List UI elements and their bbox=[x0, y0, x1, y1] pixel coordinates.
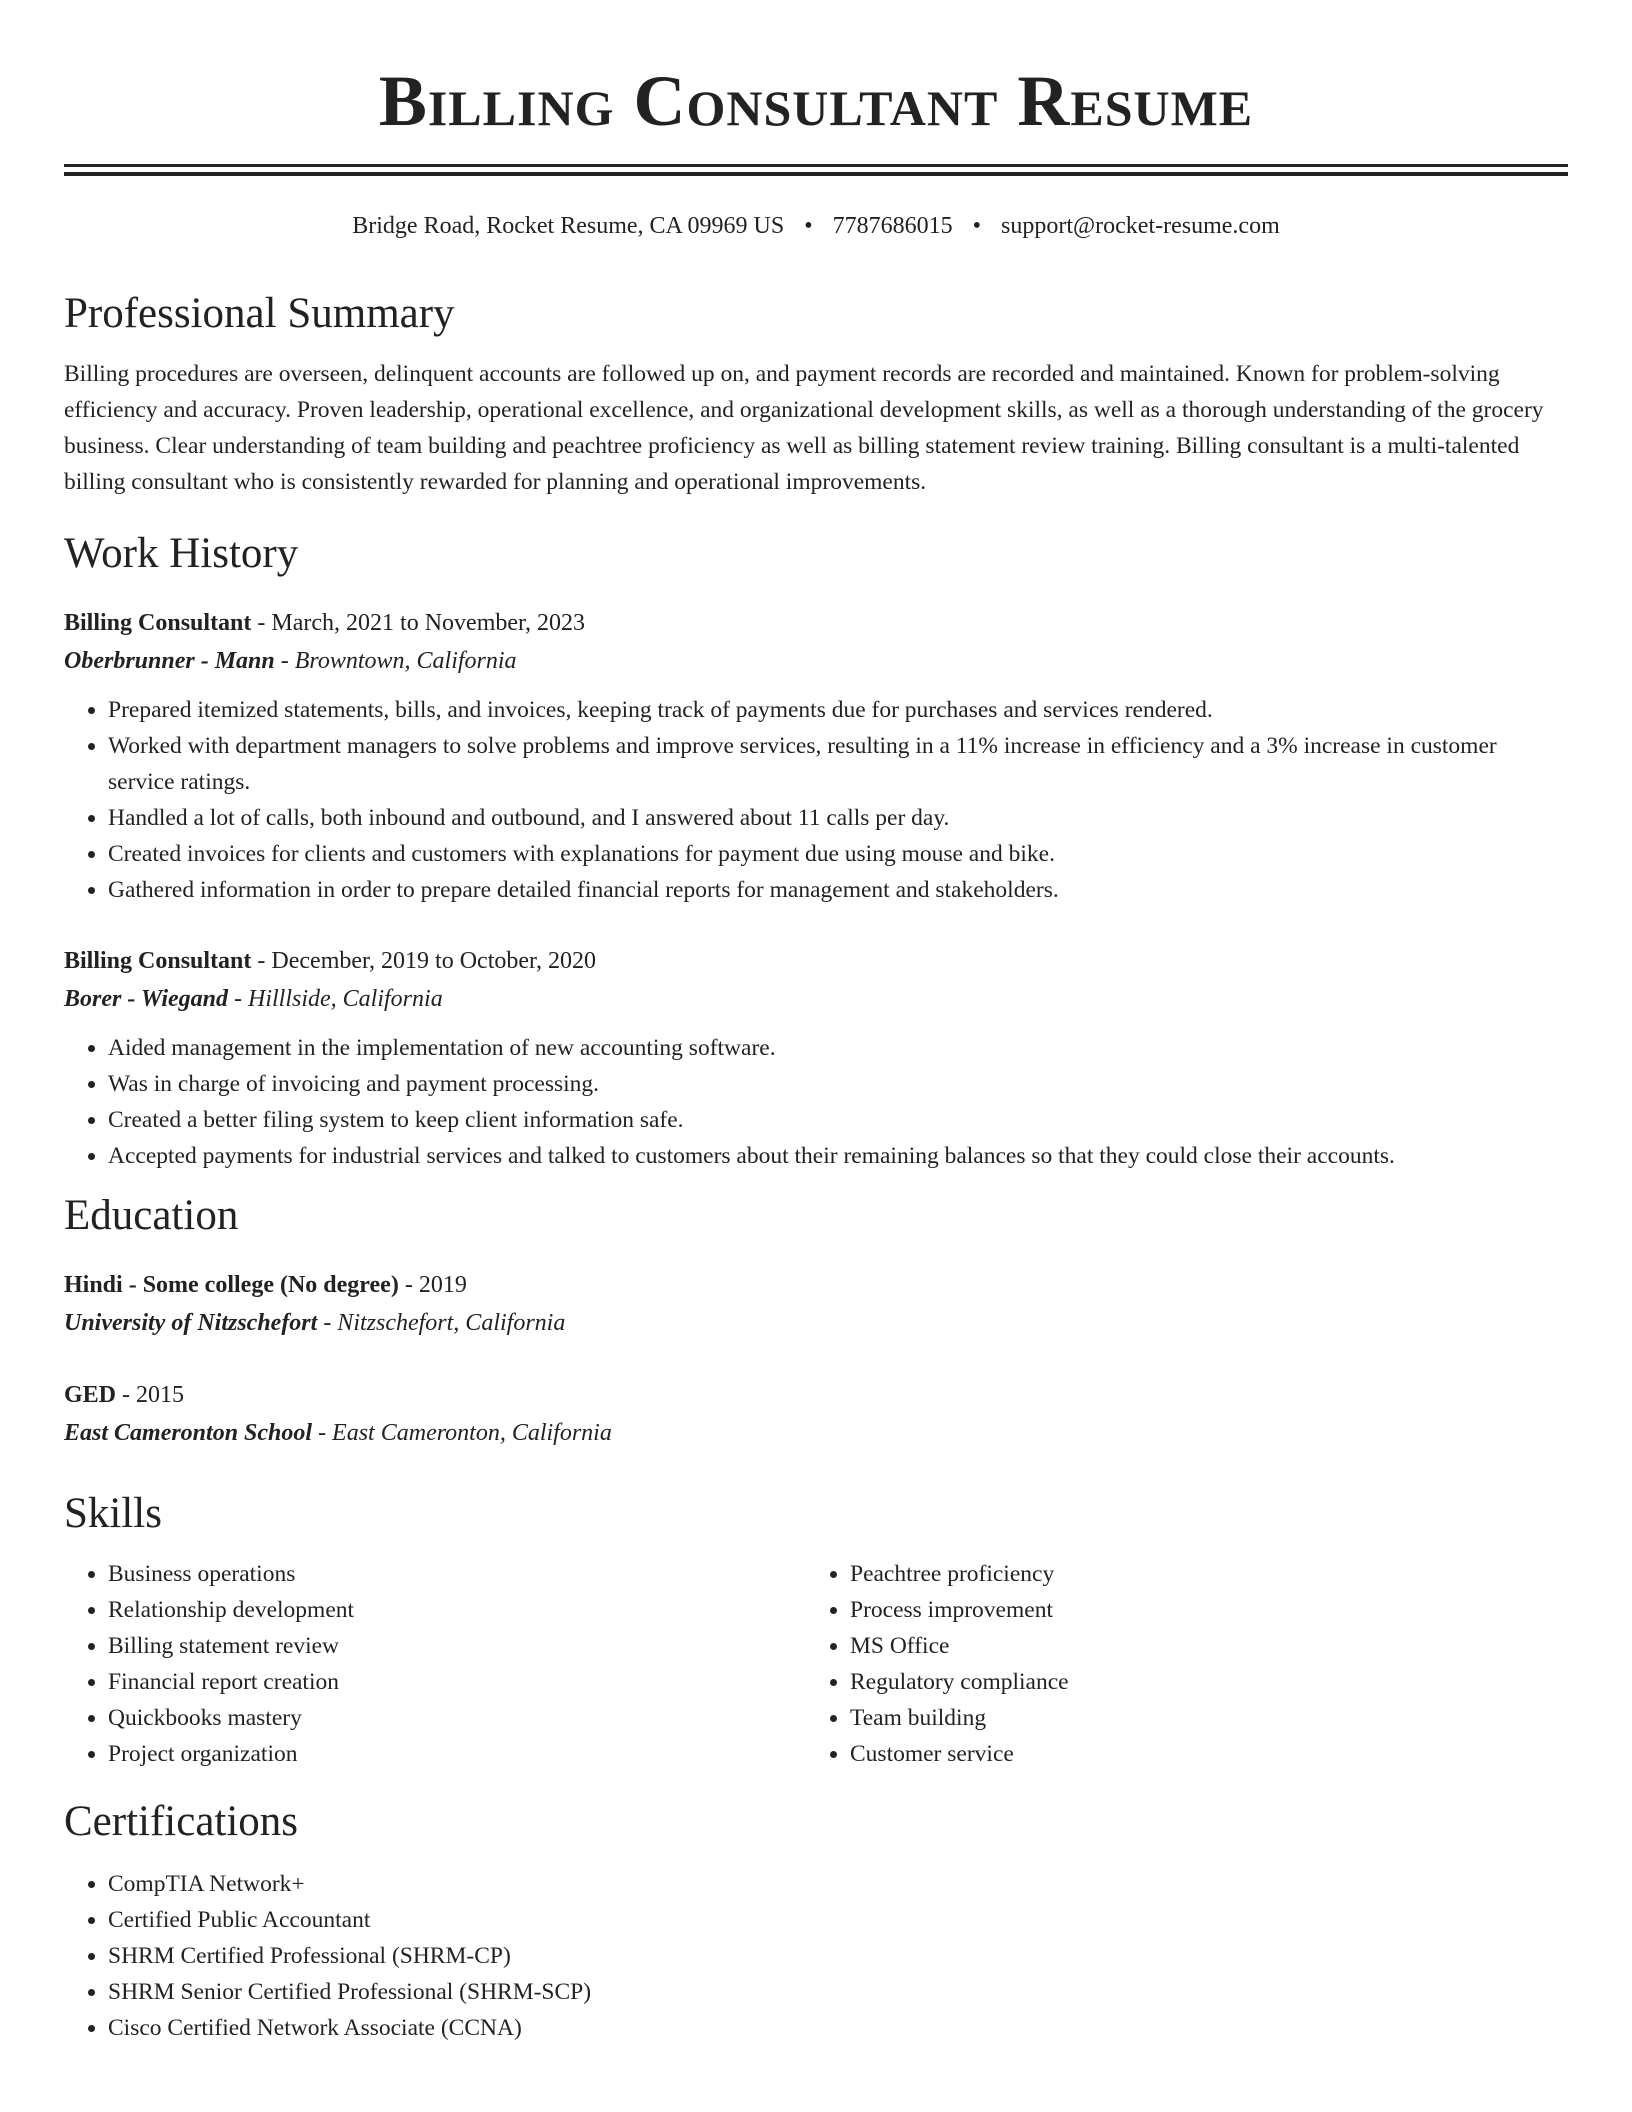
job-bullet: • Prepared itemized statements, bills, and invoices, keeping track of payments due for purchases and services rendered. bbox=[108, 692, 1568, 728]
contact-separator: • bbox=[972, 213, 982, 239]
skill-item: • Team building bbox=[850, 1700, 1548, 1736]
education-year: - 2015 bbox=[116, 1382, 185, 1408]
skill-item: • Relationship development bbox=[108, 1592, 806, 1628]
job-company: Borer - Wiegand bbox=[64, 986, 229, 1012]
education-school: University of Nitzschefort bbox=[64, 1310, 318, 1336]
certification-item: • Certified Public Accountant bbox=[108, 1902, 1568, 1938]
job-bullet: • Gathered information in order to prepare detailed financial reports for management and stakeholders. bbox=[108, 872, 1568, 908]
skills-heading: Skills bbox=[64, 1490, 162, 1537]
title-rule-top bbox=[64, 164, 1568, 167]
certification-item: • SHRM Senior Certified Professional (SHRM-SCP) bbox=[108, 1974, 1568, 2010]
job-bullet: • Created invoices for clients and customers with explanations for payment due using mouse and bike. bbox=[108, 836, 1568, 872]
skills-list-left bbox=[64, 1556, 806, 1772]
education-heading: Education bbox=[64, 1192, 239, 1239]
job-role: Billing Consultant bbox=[64, 948, 252, 974]
contact-email: support@rocket-resume.com bbox=[1001, 213, 1280, 239]
contact-line bbox=[64, 210, 1568, 242]
job-bullet: • Accepted payments for industrial services and talked to customers about their remaining balances so that they could close their accounts. bbox=[108, 1138, 1568, 1174]
skill-item: • Process improvement bbox=[850, 1592, 1548, 1628]
title-rule-bottom bbox=[64, 172, 1568, 176]
skills-grid bbox=[64, 1556, 1568, 1772]
skill-item: • Customer service bbox=[850, 1736, 1548, 1772]
skill-item: • Regulatory compliance bbox=[850, 1664, 1548, 1700]
job-location: - Hilllside, California bbox=[228, 986, 443, 1012]
job-bullet: • Handled a lot of calls, both inbound and outbound, and I answered about 11 calls per day. bbox=[108, 800, 1568, 836]
job-title-line bbox=[64, 604, 1568, 642]
education-school-line bbox=[64, 1414, 1568, 1452]
job-bullet: • Was in charge of invoicing and payment processing. bbox=[108, 1066, 1568, 1102]
job-role: Billing Consultant bbox=[64, 610, 252, 636]
contact-address: Bridge Road, Rocket Resume, CA 09969 US bbox=[352, 213, 785, 239]
education-degree: GED bbox=[64, 1382, 117, 1408]
job-bullet: • Created a better filing system to keep client information safe. bbox=[108, 1102, 1568, 1138]
summary-heading: Professional Summary bbox=[64, 290, 455, 337]
certification-item: • Cisco Certified Network Associate (CCNA) bbox=[108, 2010, 1568, 2046]
certification-item: • CompTIA Network+ bbox=[108, 1866, 1568, 1902]
contact-separator: • bbox=[804, 213, 813, 239]
education-location: - Nitzschefort, California bbox=[317, 1310, 566, 1336]
skill-item: • Financial report creation bbox=[108, 1664, 806, 1700]
education-school-line bbox=[64, 1304, 1568, 1342]
education-year: - 2019 bbox=[398, 1272, 467, 1298]
skills-column-right bbox=[806, 1556, 1548, 1772]
skill-item: • Billing statement review bbox=[108, 1628, 806, 1664]
job-dates: - March, 2021 to November, 2023 bbox=[251, 610, 586, 636]
certifications-heading: Certifications bbox=[64, 1798, 299, 1845]
education-degree-line bbox=[64, 1376, 1568, 1414]
skills-column-left bbox=[64, 1556, 806, 1772]
job-bullet: • Aided management in the implementation of new accounting software. bbox=[108, 1030, 1568, 1066]
education-school: East Cameronton School bbox=[64, 1420, 313, 1446]
job-bullets bbox=[64, 1030, 1568, 1174]
work-history-heading: Work History bbox=[64, 530, 299, 577]
job-location: - Browntown, California bbox=[274, 648, 517, 674]
job-entry bbox=[64, 942, 1568, 1174]
skills-list-right bbox=[806, 1556, 1548, 1772]
skill-item: • Project organization bbox=[108, 1736, 806, 1772]
summary-text: Billing procedures are overseen, delinquent accounts are followed up on, and payment records are recorded and maintained. Known for problem-solving efficiency and accuracy. Proven leadership, operational excellence, and organizational development skills, as well as a thorough understanding of the grocery business. Clear understanding of team building and peachtree proficiency as well as billing statement review training. Billing consultant is a multi-talented billing consultant who is consistently rewarded for planning and operational improvements. bbox=[64, 361, 1544, 495]
job-company: Oberbrunner - Mann bbox=[64, 648, 275, 674]
skill-item: • MS Office bbox=[850, 1628, 1548, 1664]
job-bullet: • Worked with department managers to solve problems and improve services, resulting in a 11% increase in efficiency and a 3% increase in customer service ratings. bbox=[108, 728, 1568, 800]
education-degree: Hindi - Some college (No degree) bbox=[64, 1272, 399, 1298]
skill-item: • Business operations bbox=[108, 1556, 806, 1592]
skill-item: • Peachtree proficiency bbox=[850, 1556, 1548, 1592]
education-entry bbox=[64, 1266, 1568, 1342]
job-dates: - December, 2019 to October, 2020 bbox=[251, 948, 597, 974]
certifications-list bbox=[64, 1866, 1568, 2046]
job-bullets bbox=[64, 692, 1568, 908]
job-company-line bbox=[64, 980, 1568, 1018]
education-location: - East Cameronton, California bbox=[312, 1420, 612, 1446]
education-entry bbox=[64, 1376, 1568, 1452]
skill-item: • Quickbooks mastery bbox=[108, 1700, 806, 1736]
resume-title: Billing Consultant Resume bbox=[378, 61, 1254, 141]
contact-phone: 7787686015 bbox=[832, 213, 953, 239]
education-degree-line bbox=[64, 1266, 1568, 1304]
job-entry bbox=[64, 604, 1568, 908]
job-title-line bbox=[64, 942, 1568, 980]
job-company-line bbox=[64, 642, 1568, 680]
certification-item: • SHRM Certified Professional (SHRM-CP) bbox=[108, 1938, 1568, 1974]
